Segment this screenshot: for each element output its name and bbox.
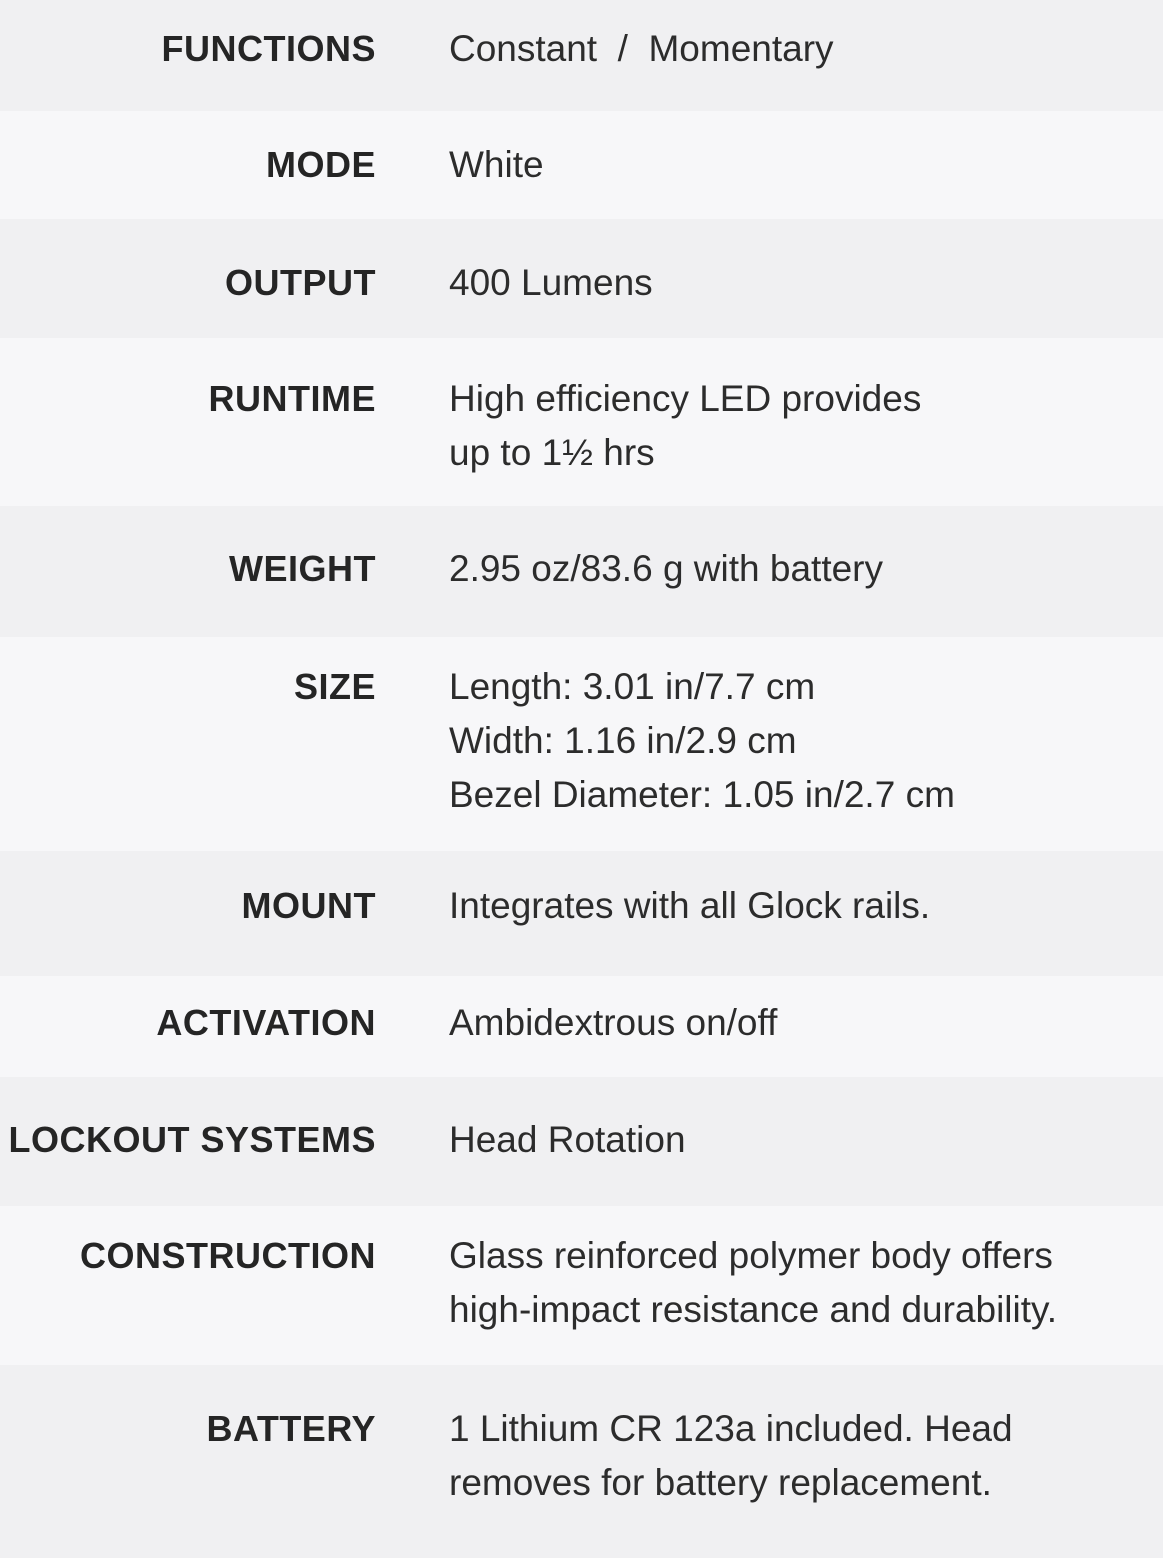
- spec-row-mount: [0, 851, 1163, 976]
- spec-value: 400 Lumens: [449, 262, 653, 303]
- spec-value: Glass reinforced polymer body offers high-impact resistance and durability.: [449, 1235, 1058, 1330]
- spec-row-output: [0, 219, 1163, 338]
- spec-label: WEIGHT: [229, 548, 376, 589]
- spec-label: ACTIVATION: [156, 1002, 376, 1043]
- spec-label: SIZE: [293, 666, 376, 707]
- spec-value: Ambidextrous on/off: [449, 1002, 778, 1043]
- spec-row-weight: [0, 506, 1163, 637]
- spec-row-lockout-systems: [0, 1077, 1163, 1206]
- spec-value: 1 Lithium CR 123a included. Head removes for battery replacement.: [449, 1408, 1013, 1503]
- spec-value: Length: 3.01 in/7.7 cm Width: 1.16 in/2.9 cm Bezel Diameter: 1.05 in/2.7 cm: [449, 666, 955, 815]
- spec-row-size: [0, 637, 1163, 851]
- spec-label: FUNCTIONS: [161, 28, 376, 69]
- spec-value: Head Rotation: [449, 1119, 686, 1160]
- spec-label: MOUNT: [241, 885, 376, 926]
- spec-label: OUTPUT: [225, 262, 376, 303]
- spec-row-activation: [0, 976, 1163, 1077]
- spec-row-functions: [0, 0, 1163, 111]
- spec-label: RUNTIME: [208, 378, 376, 419]
- spec-value: High efficiency LED provides up to 1½ hrs: [449, 378, 922, 473]
- spec-row-battery: [0, 1365, 1163, 1558]
- spec-row-runtime: [0, 338, 1163, 506]
- spec-label: CONSTRUCTION: [80, 1235, 376, 1276]
- spec-value: Integrates with all Glock rails.: [449, 885, 931, 926]
- spec-row-construction: [0, 1206, 1163, 1365]
- spec-label: MODE: [266, 144, 376, 185]
- spec-label: LOCKOUT SYSTEMS: [8, 1119, 376, 1160]
- spec-value: White: [449, 144, 544, 185]
- spec-label: BATTERY: [206, 1408, 376, 1449]
- spec-row-mode: [0, 111, 1163, 219]
- spec-value: 2.95 oz/83.6 g with battery: [449, 548, 883, 589]
- spec-value: Constant / Momentary: [449, 28, 834, 69]
